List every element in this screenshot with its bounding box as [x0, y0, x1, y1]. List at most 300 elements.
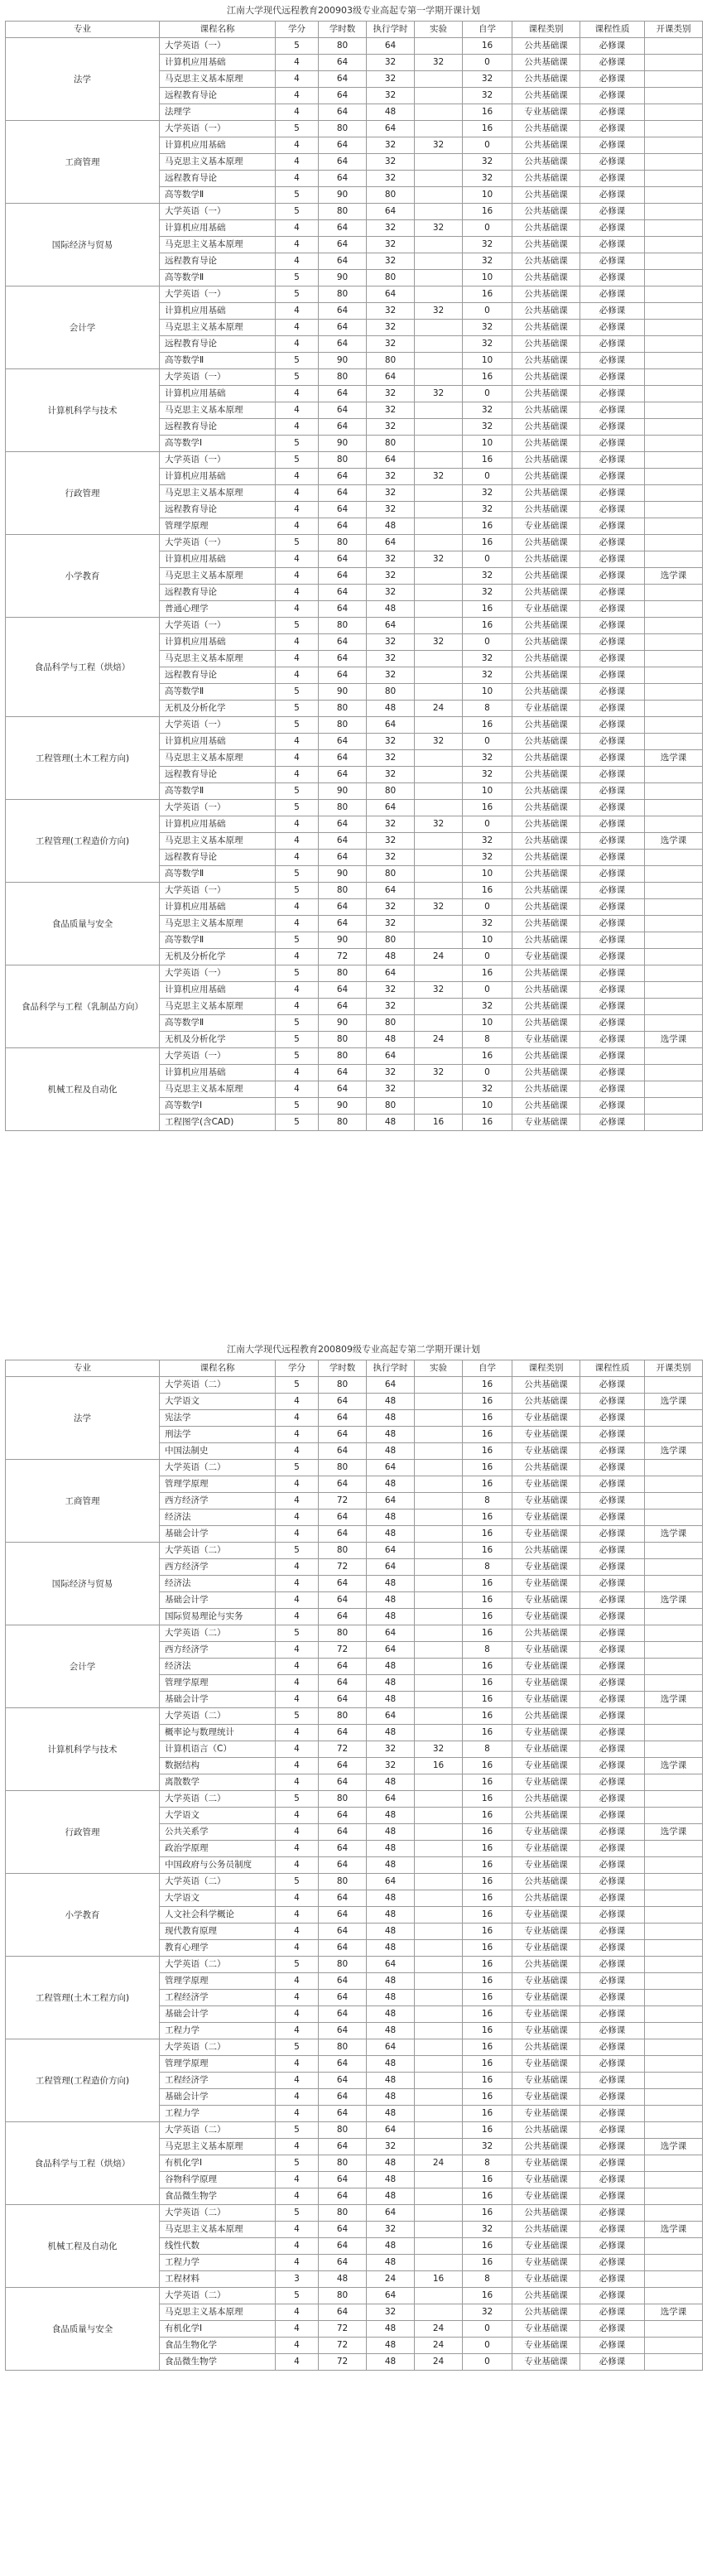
course-nature-cell: 必修课 [580, 1410, 645, 1427]
credits-cell: 5 [276, 1015, 319, 1032]
course-nature-cell: 必修课 [580, 1625, 645, 1642]
hours-cell: 64 [319, 2089, 367, 2106]
course-nature-cell: 必修课 [580, 850, 645, 866]
course-nature-cell: 必修课 [580, 1741, 645, 1758]
offering-type-cell [645, 386, 703, 402]
course-category-cell: 公共基础课 [512, 816, 580, 833]
credits-cell: 5 [276, 1115, 319, 1131]
exec-hours-cell: 80 [367, 1098, 415, 1115]
offering-type-cell [645, 2321, 703, 2338]
lab-hours-cell [415, 1841, 463, 1857]
credits-cell: 5 [276, 866, 319, 883]
self-study-cell: 32 [463, 833, 512, 850]
lab-hours-cell: 32 [415, 469, 463, 485]
course-name-cell: 西方经济学 [160, 1559, 276, 1576]
hours-cell: 64 [319, 634, 367, 651]
lab-hours-cell [415, 750, 463, 767]
self-study-cell: 16 [463, 1940, 512, 1957]
offering-type-cell [645, 369, 703, 386]
hours-cell: 80 [319, 452, 367, 469]
course-category-cell: 专业基础课 [512, 1675, 580, 1692]
course-category-cell: 公共基础课 [512, 187, 580, 204]
offering-type-cell [645, 1460, 703, 1476]
self-study-cell: 16 [463, 1592, 512, 1609]
credits-cell: 4 [276, 750, 319, 767]
credits-cell: 4 [276, 518, 319, 535]
course-nature-cell: 必修课 [580, 137, 645, 154]
course-category-cell: 专业基础课 [512, 1741, 580, 1758]
course-category-cell: 专业基础课 [512, 701, 580, 717]
lab-hours-cell [415, 237, 463, 253]
course-name-cell: 高等数学Ⅱ [160, 932, 276, 949]
course-name-cell: 马克思主义基本原理 [160, 833, 276, 850]
exec-hours-cell: 80 [367, 187, 415, 204]
self-study-cell: 32 [463, 667, 512, 684]
offering-type-cell [645, 71, 703, 88]
table-row [6, 369, 703, 386]
lab-hours-cell: 32 [415, 899, 463, 916]
self-study-cell: 16 [463, 2188, 512, 2205]
offering-type-cell [645, 932, 703, 949]
credits-cell: 5 [276, 932, 319, 949]
course-name-cell: 计算机应用基础 [160, 55, 276, 71]
lab-hours-cell [415, 850, 463, 866]
credits-cell: 4 [276, 1758, 319, 1774]
lab-hours-cell [415, 71, 463, 88]
course-category-cell: 公共基础课 [512, 1081, 580, 1098]
lab-hours-cell: 24 [415, 949, 463, 965]
course-name-cell: 高等数学Ⅱ [160, 270, 276, 286]
offering-type-cell [645, 1015, 703, 1032]
course-category-cell: 公共基础课 [512, 2304, 580, 2321]
self-study-cell: 16 [463, 1957, 512, 1973]
credits-cell: 4 [276, 1808, 319, 1824]
course-name-cell: 大学英语（二） [160, 1543, 276, 1559]
offering-type-cell [645, 1990, 703, 2006]
self-study-cell: 16 [463, 1708, 512, 1725]
lab-hours-cell [415, 1924, 463, 1940]
offering-type-cell [645, 187, 703, 204]
lab-hours-cell: 32 [415, 551, 463, 568]
lab-hours-cell [415, 667, 463, 684]
course-nature-cell: 必修课 [580, 1791, 645, 1808]
offering-type-cell: 选学课 [645, 833, 703, 850]
course-nature-cell: 必修课 [580, 1692, 645, 1708]
table-row [6, 2288, 703, 2304]
course-name-cell: 工程材料 [160, 2271, 276, 2288]
course-name-cell: 工程经济学 [160, 2073, 276, 2089]
credits-cell: 4 [276, 1394, 319, 1410]
course-category-cell: 专业基础课 [512, 2238, 580, 2255]
course-name-cell: 马克思主义基本原理 [160, 750, 276, 767]
course-category-cell: 公共基础课 [512, 1377, 580, 1394]
credits-cell: 4 [276, 1692, 319, 1708]
credits-cell: 5 [276, 1460, 319, 1476]
course-name-cell: 谷物科学原理 [160, 2172, 276, 2188]
self-study-cell: 32 [463, 2139, 512, 2155]
self-study-cell: 16 [463, 2056, 512, 2073]
self-study-cell: 10 [463, 783, 512, 800]
exec-hours-cell: 80 [367, 270, 415, 286]
lab-hours-cell [415, 2222, 463, 2238]
self-study-cell: 16 [463, 1874, 512, 1890]
offering-type-cell [645, 651, 703, 667]
course-name-cell: 计算机应用基础 [160, 634, 276, 651]
lab-hours-cell [415, 1543, 463, 1559]
exec-hours-cell: 64 [367, 965, 415, 982]
course-nature-cell: 必修课 [580, 684, 645, 701]
header-major: 专业 [6, 1360, 160, 1377]
course-category-cell: 公共基础课 [512, 2222, 580, 2238]
course-nature-cell: 必修课 [580, 104, 645, 121]
course-category-cell: 专业基础课 [512, 1559, 580, 1576]
credits-cell: 4 [276, 1065, 319, 1081]
self-study-cell: 32 [463, 171, 512, 187]
offering-type-cell [645, 154, 703, 171]
self-study-cell: 0 [463, 220, 512, 237]
self-study-cell: 32 [463, 2304, 512, 2321]
exec-hours-cell: 64 [367, 535, 415, 551]
course-category-cell: 公共基础课 [512, 1890, 580, 1907]
self-study-cell: 16 [463, 452, 512, 469]
self-study-cell: 16 [463, 1924, 512, 1940]
offering-type-cell: 选学课 [645, 750, 703, 767]
exec-hours-cell: 48 [367, 1973, 415, 1990]
hours-cell: 64 [319, 1081, 367, 1098]
hours-cell: 64 [319, 336, 367, 353]
course-name-cell: 工程图学(含CAD) [160, 1115, 276, 1131]
second-semester-table [5, 1360, 703, 2371]
course-name-cell: 法理学 [160, 104, 276, 121]
lab-hours-cell: 32 [415, 55, 463, 71]
self-study-cell: 10 [463, 932, 512, 949]
course-nature-cell: 必修课 [580, 2205, 645, 2222]
hours-cell: 80 [319, 2205, 367, 2222]
lab-hours-cell [415, 601, 463, 618]
hours-cell: 64 [319, 1576, 367, 1592]
course-category-cell: 公共基础课 [512, 320, 580, 336]
course-name-cell: 计算机应用基础 [160, 303, 276, 320]
hours-cell: 64 [319, 551, 367, 568]
self-study-cell: 16 [463, 1675, 512, 1692]
exec-hours-cell: 48 [367, 1609, 415, 1625]
course-category-cell: 专业基础课 [512, 2354, 580, 2371]
course-category-cell: 公共基础课 [512, 734, 580, 750]
exec-hours-cell: 64 [367, 2288, 415, 2304]
lab-hours-cell [415, 253, 463, 270]
course-category-cell: 公共基础课 [512, 634, 580, 651]
course-name-cell: 大学英语（二） [160, 1377, 276, 1394]
table-row [6, 717, 703, 734]
hours-cell: 64 [319, 518, 367, 535]
hours-cell: 80 [319, 1791, 367, 1808]
course-category-cell: 公共基础课 [512, 2122, 580, 2139]
exec-hours-cell: 32 [367, 419, 415, 436]
course-name-cell: 大学英语（一） [160, 204, 276, 220]
credits-cell: 4 [276, 1576, 319, 1592]
course-name-cell: 公共关系学 [160, 1824, 276, 1841]
self-study-cell: 32 [463, 999, 512, 1015]
hours-cell: 80 [319, 2155, 367, 2172]
self-study-cell: 8 [463, 1642, 512, 1659]
self-study-cell: 16 [463, 2023, 512, 2039]
course-nature-cell: 必修课 [580, 634, 645, 651]
course-nature-cell: 必修课 [580, 121, 645, 137]
course-nature-cell: 必修课 [580, 320, 645, 336]
course-nature-cell: 必修课 [580, 750, 645, 767]
hours-cell: 64 [319, 1592, 367, 1609]
course-category-cell: 专业基础课 [512, 1824, 580, 1841]
offering-type-cell [645, 1808, 703, 1824]
offering-type-cell [645, 949, 703, 965]
header-row [6, 1360, 703, 1377]
hours-cell: 64 [319, 2222, 367, 2238]
exec-hours-cell: 32 [367, 816, 415, 833]
course-name-cell: 有机化学Ⅰ [160, 2155, 276, 2172]
hours-cell: 64 [319, 171, 367, 187]
course-category-cell: 专业基础课 [512, 1642, 580, 1659]
course-nature-cell: 必修课 [580, 734, 645, 750]
hours-cell: 80 [319, 1957, 367, 1973]
course-nature-cell: 必修课 [580, 2039, 645, 2056]
offering-type-cell [645, 1675, 703, 1692]
hours-cell: 64 [319, 1990, 367, 2006]
self-study-cell: 32 [463, 916, 512, 932]
hours-cell: 64 [319, 734, 367, 750]
course-category-cell: 公共基础课 [512, 800, 580, 816]
lab-hours-cell [415, 320, 463, 336]
course-category-cell: 公共基础课 [512, 336, 580, 353]
exec-hours-cell: 32 [367, 916, 415, 932]
header-course-category: 课程类别 [512, 22, 580, 38]
lab-hours-cell [415, 104, 463, 121]
hours-cell: 80 [319, 717, 367, 734]
self-study-cell: 8 [463, 1493, 512, 1509]
hours-cell: 64 [319, 767, 367, 783]
course-nature-cell: 必修课 [580, 1708, 645, 1725]
exec-hours-cell: 32 [367, 171, 415, 187]
course-nature-cell: 必修课 [580, 436, 645, 452]
course-category-cell: 公共基础课 [512, 568, 580, 585]
course-nature-cell: 必修课 [580, 204, 645, 220]
credits-cell: 4 [276, 1509, 319, 1526]
course-nature-cell: 必修课 [580, 237, 645, 253]
course-nature-cell: 必修课 [580, 386, 645, 402]
lab-hours-cell [415, 1015, 463, 1032]
offering-type-cell [645, 419, 703, 436]
self-study-cell: 10 [463, 1098, 512, 1115]
lab-hours-cell [415, 1659, 463, 1675]
lab-hours-cell [415, 2188, 463, 2205]
course-category-cell: 专业基础课 [512, 1032, 580, 1048]
credits-cell: 4 [276, 568, 319, 585]
credits-cell: 5 [276, 1032, 319, 1048]
course-name-cell: 无机及分析化学 [160, 701, 276, 717]
course-name-cell: 马克思主义基本原理 [160, 402, 276, 419]
lab-hours-cell [415, 717, 463, 734]
hours-cell: 64 [319, 2304, 367, 2321]
major-name: 食品科学与工程（烘焙） [6, 2122, 160, 2205]
credits-cell: 4 [276, 1675, 319, 1692]
exec-hours-cell: 48 [367, 2321, 415, 2338]
course-category-cell: 专业基础课 [512, 1857, 580, 1874]
course-category-cell: 专业基础课 [512, 1692, 580, 1708]
course-nature-cell: 必修课 [580, 535, 645, 551]
table-row [6, 1377, 703, 1394]
course-name-cell: 普通心理学 [160, 601, 276, 618]
self-study-cell: 0 [463, 949, 512, 965]
self-study-cell: 10 [463, 1015, 512, 1032]
self-study-cell: 32 [463, 88, 512, 104]
course-name-cell: 马克思主义基本原理 [160, 485, 276, 502]
course-category-cell: 公共基础课 [512, 866, 580, 883]
course-nature-cell: 必修课 [580, 982, 645, 999]
offering-type-cell [645, 1115, 703, 1131]
lab-hours-cell [415, 2106, 463, 2122]
course-category-cell: 公共基础课 [512, 783, 580, 800]
course-nature-cell: 必修课 [580, 1659, 645, 1675]
course-name-cell: 大学英语（一） [160, 800, 276, 816]
lab-hours-cell: 32 [415, 1741, 463, 1758]
offering-type-cell [645, 1081, 703, 1098]
lab-hours-cell: 24 [415, 1032, 463, 1048]
lab-hours-cell [415, 535, 463, 551]
course-category-cell: 专业基础课 [512, 1592, 580, 1609]
lab-hours-cell [415, 2288, 463, 2304]
table-row [6, 2205, 703, 2222]
course-name-cell: 马克思主义基本原理 [160, 320, 276, 336]
credits-cell: 4 [276, 2338, 319, 2354]
credits-cell: 5 [276, 353, 319, 369]
offering-type-cell [645, 286, 703, 303]
course-category-cell: 专业基础课 [512, 1725, 580, 1741]
hours-cell: 64 [319, 419, 367, 436]
hours-cell: 64 [319, 237, 367, 253]
exec-hours-cell: 32 [367, 386, 415, 402]
self-study-cell: 10 [463, 436, 512, 452]
course-name-cell: 刑法学 [160, 1427, 276, 1443]
offering-type-cell [645, 717, 703, 734]
lab-hours-cell [415, 485, 463, 502]
offering-type-cell [645, 585, 703, 601]
course-name-cell: 高等数学Ⅱ [160, 1015, 276, 1032]
offering-type-cell [645, 1410, 703, 1427]
course-nature-cell: 必修课 [580, 402, 645, 419]
hours-cell: 80 [319, 121, 367, 137]
lab-hours-cell [415, 2238, 463, 2255]
course-name-cell: 大学英语（二） [160, 1708, 276, 1725]
course-category-cell: 公共基础课 [512, 171, 580, 187]
offering-type-cell: 选学课 [645, 568, 703, 585]
lab-hours-cell [415, 121, 463, 137]
self-study-cell: 16 [463, 121, 512, 137]
course-category-cell: 专业基础课 [512, 2089, 580, 2106]
course-category-cell: 公共基础课 [512, 651, 580, 667]
course-name-cell: 高等数学Ⅱ [160, 684, 276, 701]
course-name-cell: 计算机应用基础 [160, 551, 276, 568]
lab-hours-cell [415, 800, 463, 816]
credits-cell: 4 [276, 2073, 319, 2089]
course-name-cell: 西方经济学 [160, 1493, 276, 1509]
credits-cell: 4 [276, 336, 319, 353]
header-self-study: 自学 [463, 1360, 512, 1377]
course-nature-cell: 必修课 [580, 419, 645, 436]
self-study-cell: 0 [463, 1065, 512, 1081]
hours-cell: 64 [319, 585, 367, 601]
hours-cell: 64 [319, 502, 367, 518]
course-category-cell: 专业基础课 [512, 1526, 580, 1543]
self-study-cell: 16 [463, 1609, 512, 1625]
table-row [6, 2039, 703, 2056]
course-nature-cell: 必修课 [580, 701, 645, 717]
credits-cell: 4 [276, 982, 319, 999]
hours-cell: 64 [319, 2106, 367, 2122]
credits-cell: 4 [276, 402, 319, 419]
course-nature-cell: 必修课 [580, 2056, 645, 2073]
self-study-cell: 8 [463, 1741, 512, 1758]
hours-cell: 90 [319, 353, 367, 369]
lab-hours-cell [415, 1081, 463, 1098]
hours-cell: 64 [319, 982, 367, 999]
hours-cell: 64 [319, 750, 367, 767]
course-name-cell: 离散数学 [160, 1774, 276, 1791]
exec-hours-cell: 48 [367, 601, 415, 618]
self-study-cell: 16 [463, 1526, 512, 1543]
lab-hours-cell [415, 2006, 463, 2023]
lab-hours-cell [415, 1940, 463, 1957]
exec-hours-cell: 80 [367, 684, 415, 701]
hours-cell: 80 [319, 1625, 367, 1642]
offering-type-cell [645, 899, 703, 916]
credits-cell: 5 [276, 618, 319, 634]
offering-type-cell [645, 601, 703, 618]
credits-cell: 4 [276, 767, 319, 783]
course-category-cell: 公共基础课 [512, 1791, 580, 1808]
course-name-cell: 高等数学Ⅱ [160, 866, 276, 883]
lab-hours-cell [415, 1098, 463, 1115]
course-name-cell: 数据结构 [160, 1758, 276, 1774]
offering-type-cell [645, 452, 703, 469]
exec-hours-cell: 48 [367, 1476, 415, 1493]
course-category-cell: 专业基础课 [512, 1973, 580, 1990]
credits-cell: 4 [276, 237, 319, 253]
credits-cell: 5 [276, 1377, 319, 1394]
course-category-cell: 公共基础课 [512, 850, 580, 866]
lab-hours-cell [415, 2205, 463, 2222]
hours-cell: 80 [319, 286, 367, 303]
offering-type-cell [645, 2205, 703, 2222]
hours-cell: 90 [319, 436, 367, 452]
hours-cell: 64 [319, 833, 367, 850]
lab-hours-cell: 24 [415, 2321, 463, 2338]
exec-hours-cell: 48 [367, 2023, 415, 2039]
course-category-cell: 公共基础课 [512, 932, 580, 949]
offering-type-cell [645, 270, 703, 286]
major-name: 法学 [6, 38, 160, 121]
course-category-cell: 公共基础课 [512, 270, 580, 286]
course-name-cell: 人文社会科学概论 [160, 1907, 276, 1924]
hours-cell: 80 [319, 369, 367, 386]
lab-hours-cell: 32 [415, 220, 463, 237]
self-study-cell: 16 [463, 1115, 512, 1131]
course-category-cell: 专业基础课 [512, 1427, 580, 1443]
lab-hours-cell: 16 [415, 1115, 463, 1131]
offering-type-cell [645, 1509, 703, 1526]
hours-cell: 64 [319, 2139, 367, 2155]
self-study-cell: 16 [463, 800, 512, 816]
offering-type-cell [645, 1725, 703, 1741]
credits-cell: 5 [276, 2288, 319, 2304]
